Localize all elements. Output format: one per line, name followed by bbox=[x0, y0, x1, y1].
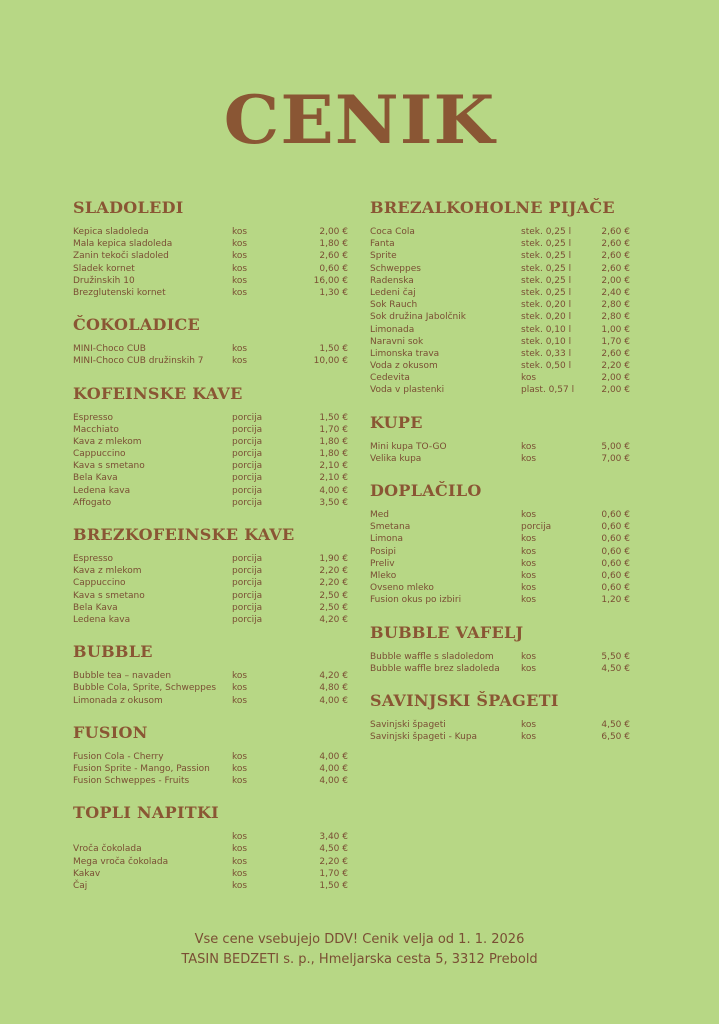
item-unit: kos bbox=[232, 344, 248, 355]
item-unit: kos bbox=[521, 663, 537, 674]
item-price: 1,80 € bbox=[319, 239, 348, 250]
section-title: BREZALKOHOLNE PIJAČE bbox=[370, 198, 615, 217]
item-price: 4,20 € bbox=[319, 671, 348, 682]
item-price: 1,50 € bbox=[319, 881, 348, 891]
item-price: 2,80 € bbox=[601, 300, 630, 311]
item-unit: kos bbox=[232, 832, 248, 843]
item-price: 5,00 € bbox=[601, 441, 630, 452]
item-name: Limona bbox=[370, 534, 404, 545]
item-price: 1,80 € bbox=[319, 436, 348, 447]
item-price: 2,60 € bbox=[601, 251, 630, 262]
menu-item bbox=[370, 441, 630, 453]
item-unit: kos bbox=[521, 595, 537, 606]
item-price: 1,30 € bbox=[319, 287, 348, 298]
menu-item bbox=[370, 275, 630, 287]
item-unit: kos bbox=[521, 373, 537, 384]
menu-item bbox=[73, 553, 351, 565]
item-unit: porcija bbox=[232, 590, 263, 601]
item-name: Fusion Cola - Cherry bbox=[73, 751, 164, 762]
section-kupe bbox=[370, 413, 630, 465]
item-price: 2,20 € bbox=[319, 578, 348, 589]
item-name: MINI-Choco CUB družinskih 7 bbox=[73, 356, 204, 367]
left-column bbox=[73, 198, 351, 908]
menu-item bbox=[370, 360, 630, 372]
menu-item bbox=[370, 731, 630, 743]
menu-item bbox=[73, 614, 351, 626]
menu-item bbox=[370, 719, 630, 731]
section-doplacilo bbox=[370, 481, 630, 607]
item-name: Kava s smetano bbox=[73, 461, 145, 472]
menu-item bbox=[73, 695, 351, 707]
menu-item bbox=[73, 763, 351, 775]
menu-item bbox=[370, 324, 630, 336]
item-unit: kos bbox=[232, 868, 248, 879]
section-title: BUBBLE VAFELJ bbox=[370, 622, 524, 642]
section-kofeinske-kave bbox=[73, 384, 351, 510]
menu-item bbox=[73, 670, 351, 682]
menu-item bbox=[73, 436, 351, 448]
menu-item bbox=[73, 226, 351, 238]
item-unit: porcija bbox=[232, 449, 263, 460]
item-unit: stek. 0,20 l bbox=[521, 312, 572, 323]
item-unit: stek. 0,25 l bbox=[521, 275, 572, 286]
item-unit: kos bbox=[232, 776, 248, 787]
menu-item bbox=[370, 287, 630, 299]
menu-item bbox=[73, 343, 351, 355]
item-unit: kos bbox=[232, 263, 248, 274]
item-unit: kos bbox=[232, 275, 248, 286]
menu-item bbox=[370, 509, 630, 521]
item-unit: kos bbox=[232, 239, 248, 250]
item-unit: kos bbox=[232, 287, 248, 298]
item-price: 4,00 € bbox=[319, 695, 348, 706]
item-unit: stek. 0,25 l bbox=[521, 263, 572, 274]
item-name: Velika kupa bbox=[370, 453, 422, 464]
item-name: Bela Kava bbox=[73, 473, 118, 484]
section-title: BUBBLE bbox=[73, 642, 153, 662]
footer-company-address: TASIN BEDZETI s. p., Hmeljarska cesta 5, 3312 Prebold bbox=[181, 952, 538, 967]
menu-item bbox=[370, 226, 630, 238]
item-name: Savinjski špageti bbox=[370, 719, 446, 730]
item-price: 1,50 € bbox=[319, 412, 348, 423]
item-unit: porcija bbox=[232, 473, 263, 484]
item-price: 4,50 € bbox=[601, 663, 630, 674]
item-price: 2,00 € bbox=[601, 275, 630, 286]
item-price: 2,60 € bbox=[601, 348, 630, 359]
item-name: Kakav bbox=[73, 868, 101, 879]
item-unit: kos bbox=[521, 583, 537, 594]
item-price: 2,60 € bbox=[601, 227, 630, 237]
menu-item bbox=[73, 590, 351, 602]
item-unit: kos bbox=[232, 751, 248, 762]
section-sladoledi bbox=[73, 198, 351, 299]
item-price: 4,20 € bbox=[319, 614, 348, 625]
item-name: MINI-Choco CUB bbox=[73, 344, 146, 355]
item-unit: porcija bbox=[232, 412, 263, 423]
section-title: KOFEINSKE KAVE bbox=[73, 383, 243, 403]
item-unit: porcija bbox=[232, 436, 263, 447]
menu-item bbox=[370, 372, 630, 384]
item-price: 6,50 € bbox=[601, 732, 630, 743]
item-name: Fusion Sprite - Mango, Passion bbox=[73, 763, 210, 774]
item-price: 16,00 € bbox=[313, 275, 348, 286]
item-price: 7,00 € bbox=[601, 453, 630, 464]
menu-item bbox=[370, 299, 630, 311]
menu-item bbox=[73, 868, 351, 880]
item-unit: stek. 0,10 l bbox=[521, 324, 572, 335]
section-title: DOPLAČILO bbox=[370, 481, 482, 500]
menu-item bbox=[370, 238, 630, 250]
item-unit: porcija bbox=[232, 554, 263, 564]
menu-item bbox=[370, 453, 630, 465]
item-unit: stek. 0,20 l bbox=[521, 300, 572, 311]
menu-item bbox=[370, 348, 630, 360]
item-price: 1,00 € bbox=[601, 324, 630, 335]
section-title: TOPLI NAPITKI bbox=[73, 803, 219, 823]
menu-item bbox=[73, 682, 351, 694]
item-name: Affogato bbox=[73, 497, 112, 508]
item-price: 0,60 € bbox=[601, 510, 630, 520]
item-unit: kos bbox=[521, 546, 537, 557]
item-name: Ledena kava bbox=[73, 614, 131, 625]
item-name: Preliv bbox=[370, 558, 395, 569]
item-name: Sok Rauch bbox=[370, 300, 418, 311]
item-unit: kos bbox=[521, 570, 537, 581]
item-name: Bela Kava bbox=[73, 602, 118, 613]
menu-item bbox=[73, 275, 351, 287]
item-name: Zanin tekoči sladoled bbox=[73, 251, 169, 262]
menu-item bbox=[73, 472, 351, 484]
item-name: Cappuccino bbox=[73, 578, 126, 589]
item-price: 2,10 € bbox=[319, 461, 348, 472]
item-name: Bubble waffle brez sladoleda bbox=[370, 663, 500, 674]
section-fusion bbox=[73, 723, 351, 788]
item-price: 2,50 € bbox=[319, 602, 348, 613]
item-unit: stek. 0,10 l bbox=[521, 336, 572, 347]
item-unit: plast. 0,57 l bbox=[521, 385, 575, 396]
item-price: 3,40 € bbox=[319, 832, 348, 843]
item-name: Fusion okus po izbiri bbox=[370, 595, 462, 606]
item-name: Espresso bbox=[73, 412, 114, 423]
item-name: Družinskih 10 bbox=[73, 275, 135, 286]
item-price: 1,70 € bbox=[319, 868, 348, 879]
menu-item bbox=[73, 602, 351, 614]
item-name: Voda v plastenki bbox=[370, 385, 445, 396]
menu-item bbox=[73, 460, 351, 472]
item-unit: kos bbox=[232, 856, 248, 867]
item-price: 2,20 € bbox=[319, 856, 348, 867]
item-unit: porcija bbox=[232, 578, 263, 589]
item-name: Voda z okusom bbox=[370, 361, 438, 372]
item-unit: porcija bbox=[232, 566, 263, 577]
menu-item bbox=[370, 594, 630, 606]
item-unit: stek. 0,25 l bbox=[521, 227, 572, 237]
item-unit: kos bbox=[521, 510, 537, 520]
right-column bbox=[370, 198, 630, 759]
item-price: 1,90 € bbox=[319, 554, 348, 564]
menu-item bbox=[370, 546, 630, 558]
item-name: Cedevita bbox=[370, 373, 410, 384]
item-price: 0,60 € bbox=[601, 546, 630, 557]
item-price: 1,70 € bbox=[601, 336, 630, 347]
item-unit: kos bbox=[521, 453, 537, 464]
item-name: Espresso bbox=[73, 554, 114, 564]
item-price: 2,20 € bbox=[319, 566, 348, 577]
item-price: 0,60 € bbox=[319, 263, 348, 274]
item-unit: kos bbox=[232, 671, 248, 682]
item-name: Mega vroča čokolada bbox=[73, 856, 169, 867]
section-title: KUPE bbox=[370, 412, 423, 432]
item-name: Limonska trava bbox=[370, 348, 440, 359]
item-unit: kos bbox=[232, 844, 248, 855]
item-name: Sok družina Jabolčnik bbox=[370, 312, 466, 323]
item-price: 3,50 € bbox=[319, 497, 348, 508]
item-name: Smetana bbox=[370, 522, 411, 533]
menu-item bbox=[73, 485, 351, 497]
item-unit: porcija bbox=[232, 461, 263, 472]
item-unit: porcija bbox=[232, 485, 263, 496]
section-title: BREZKOFEINSKE KAVE bbox=[73, 525, 295, 544]
menu-item bbox=[370, 570, 630, 582]
item-unit: porcija bbox=[232, 614, 263, 625]
item-name: Bubble waffle s sladoledom bbox=[370, 651, 494, 662]
item-price: 2,10 € bbox=[319, 473, 348, 484]
item-unit: porcija bbox=[232, 497, 263, 508]
item-price: 4,80 € bbox=[319, 683, 348, 694]
item-price: 4,00 € bbox=[319, 763, 348, 774]
item-name: Kava z mlekom bbox=[73, 566, 142, 577]
section-bubble-vafelj bbox=[370, 623, 630, 675]
item-unit: porcija bbox=[232, 602, 263, 613]
item-unit: porcija bbox=[232, 424, 263, 435]
menu-item bbox=[73, 751, 351, 763]
item-price: 0,60 € bbox=[601, 583, 630, 594]
menu-item bbox=[73, 880, 351, 892]
item-unit: kos bbox=[232, 695, 248, 706]
item-name: Schweppes bbox=[370, 263, 421, 274]
menu-item bbox=[73, 831, 351, 843]
menu-item bbox=[73, 355, 351, 367]
item-price: 5,50 € bbox=[601, 651, 630, 662]
item-name: Bubble Cola, Sprite, Schweppes bbox=[73, 683, 217, 694]
item-name: Posipi bbox=[370, 546, 397, 557]
item-unit: kos bbox=[232, 763, 248, 774]
menu-item bbox=[73, 448, 351, 460]
item-price: 0,60 € bbox=[601, 522, 630, 533]
menu-item bbox=[73, 412, 351, 424]
item-price: 2,60 € bbox=[601, 239, 630, 250]
item-name: Mleko bbox=[370, 570, 397, 581]
menu-item bbox=[370, 651, 630, 663]
item-price: 2,60 € bbox=[601, 263, 630, 274]
page-title: CENIK bbox=[223, 80, 496, 159]
item-price: 4,50 € bbox=[601, 719, 630, 730]
item-unit: kos bbox=[521, 441, 537, 452]
menu-item bbox=[73, 424, 351, 436]
menu-item bbox=[73, 843, 351, 855]
footer-vat-note: Vse cene vsebujejo DDV! Cenik velja od 1. 1. 2026 bbox=[194, 932, 525, 947]
item-name: Vroča čokolada bbox=[73, 844, 142, 855]
item-name: Med bbox=[370, 510, 390, 520]
menu-item bbox=[370, 582, 630, 594]
item-price: 0,60 € bbox=[601, 534, 630, 545]
item-unit: stek. 0,50 l bbox=[521, 361, 572, 372]
item-unit: stek. 0,25 l bbox=[521, 239, 572, 250]
item-name: Čaj bbox=[73, 881, 88, 891]
menu-item bbox=[73, 565, 351, 577]
item-price: 4,00 € bbox=[319, 776, 348, 787]
section-savinjski-spageti bbox=[370, 691, 630, 743]
item-price: 2,00 € bbox=[601, 373, 630, 384]
item-unit: kos bbox=[521, 534, 537, 545]
menu-item bbox=[73, 287, 351, 299]
item-unit: kos bbox=[521, 558, 537, 569]
item-unit: porcija bbox=[521, 522, 552, 533]
menu-item bbox=[73, 577, 351, 589]
item-name: Cappuccino bbox=[73, 449, 126, 460]
item-price: 2,60 € bbox=[319, 251, 348, 262]
item-name: Ovseno mleko bbox=[370, 583, 434, 594]
section-brezkofeinske-kave bbox=[73, 525, 351, 626]
item-name: Naravni sok bbox=[370, 336, 424, 347]
item-name: Macchiato bbox=[73, 424, 119, 435]
item-unit: kos bbox=[232, 251, 248, 262]
item-name: Fusion Schweppes - Fruits bbox=[73, 776, 190, 787]
item-price: 0,60 € bbox=[601, 558, 630, 569]
menu-item bbox=[370, 384, 630, 396]
menu-item bbox=[370, 663, 630, 675]
item-price: 0,60 € bbox=[601, 570, 630, 581]
menu-item bbox=[73, 250, 351, 262]
item-name: Brezglutenski kornet bbox=[73, 287, 166, 298]
item-name: Limonada z okusom bbox=[73, 695, 163, 706]
item-unit: kos bbox=[232, 683, 248, 694]
menu-item bbox=[73, 775, 351, 787]
item-unit: kos bbox=[232, 356, 248, 367]
item-name: Kepica sladoleda bbox=[73, 227, 149, 237]
menu-item bbox=[370, 250, 630, 262]
item-name: Kava s smetano bbox=[73, 590, 145, 601]
section-bubble bbox=[73, 642, 351, 707]
menu-item bbox=[73, 497, 351, 509]
menu-item bbox=[73, 856, 351, 868]
item-unit: stek. 0,25 l bbox=[521, 251, 572, 262]
item-name: Sladek kornet bbox=[73, 263, 135, 274]
item-name: Coca Cola bbox=[370, 227, 415, 237]
section-brezalkoholne-pijace bbox=[370, 198, 630, 397]
item-price: 4,00 € bbox=[319, 751, 348, 762]
item-unit: kos bbox=[521, 651, 537, 662]
item-price: 2,50 € bbox=[319, 590, 348, 601]
section-title: FUSION bbox=[73, 722, 148, 742]
item-name: Ledeni čaj bbox=[370, 287, 416, 298]
item-name: Fanta bbox=[370, 239, 395, 250]
menu-item bbox=[370, 558, 630, 570]
footer bbox=[0, 930, 719, 970]
item-unit: kos bbox=[521, 732, 537, 743]
section-topli-napitki bbox=[73, 803, 351, 892]
item-price: 1,20 € bbox=[601, 595, 630, 606]
item-unit: kos bbox=[232, 227, 248, 237]
section-cokoladice bbox=[73, 315, 351, 367]
item-price: 1,70 € bbox=[319, 424, 348, 435]
item-name: Ledena kava bbox=[73, 485, 131, 496]
item-name: Mini kupa TO-GO bbox=[370, 441, 447, 452]
item-price: 1,50 € bbox=[319, 344, 348, 355]
item-price: 10,00 € bbox=[313, 356, 348, 367]
menu-item bbox=[370, 533, 630, 545]
item-unit: stek. 0,33 l bbox=[521, 348, 572, 359]
item-price: 4,50 € bbox=[319, 844, 348, 855]
item-price: 2,80 € bbox=[601, 312, 630, 323]
item-unit: stek. 0,25 l bbox=[521, 287, 572, 298]
section-title: ČOKOLADICE bbox=[73, 315, 201, 335]
menu-item bbox=[73, 238, 351, 250]
section-title: SAVINJSKI ŠPAGETI bbox=[370, 690, 559, 710]
item-price: 1,80 € bbox=[319, 449, 348, 460]
item-name: Bubble tea – navaden bbox=[73, 671, 172, 682]
section-title: SLADOLEDI bbox=[73, 198, 184, 217]
menu-item bbox=[370, 521, 630, 533]
item-name: Mala kepica sladoleda bbox=[73, 239, 173, 250]
item-name: Limonada bbox=[370, 324, 415, 335]
item-price: 2,20 € bbox=[601, 361, 630, 372]
menu-item bbox=[73, 263, 351, 275]
menu-item bbox=[370, 311, 630, 323]
menu-item bbox=[370, 263, 630, 275]
item-price: 2,40 € bbox=[601, 287, 630, 298]
menu-item bbox=[370, 336, 630, 348]
item-name: Savinjski špageti - Kupa bbox=[370, 732, 478, 743]
item-unit: kos bbox=[521, 719, 537, 730]
item-price: 2,00 € bbox=[319, 227, 348, 237]
item-price: 2,00 € bbox=[601, 385, 630, 396]
item-unit: kos bbox=[232, 881, 248, 891]
item-name: Sprite bbox=[370, 251, 397, 262]
item-price: 4,00 € bbox=[319, 485, 348, 496]
item-name: Kava z mlekom bbox=[73, 436, 142, 447]
item-name: Radenska bbox=[370, 275, 414, 286]
